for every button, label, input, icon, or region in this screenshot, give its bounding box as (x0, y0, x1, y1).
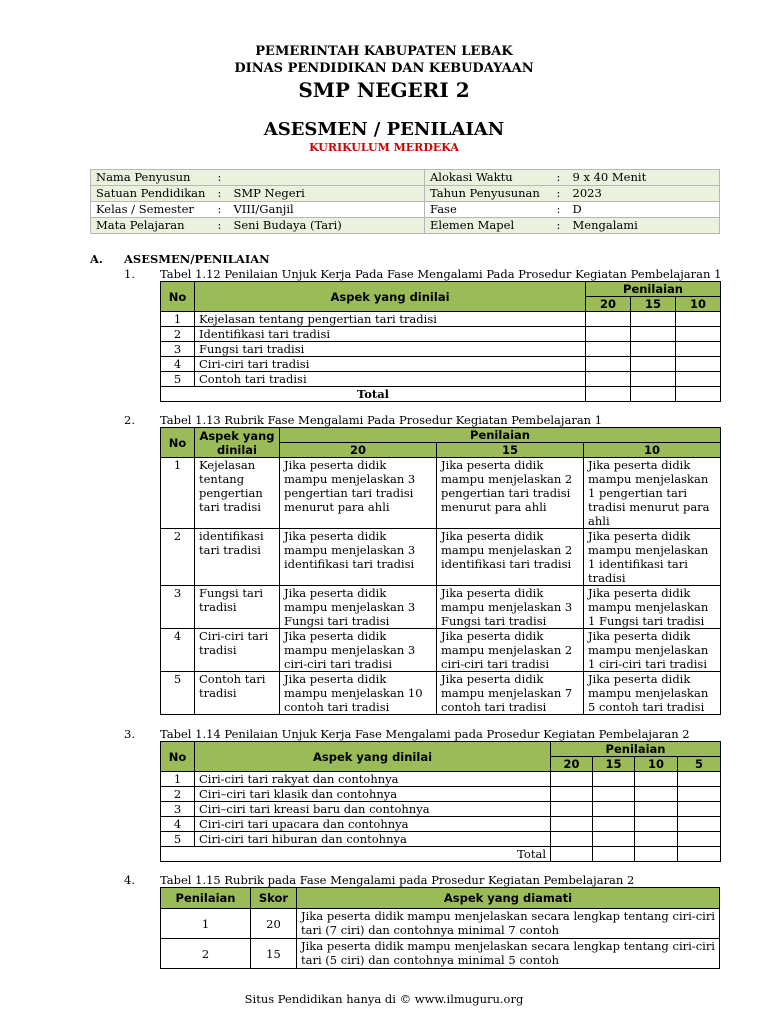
rubric-table-2 (160, 887, 720, 969)
identity-value: Mengalami (572, 218, 638, 232)
total-row: Total (161, 847, 721, 862)
document-subtitle: KURIKULUM MERDEKA (309, 141, 459, 154)
government-name: PEMERINTAH KABUPATEN LEBAK (255, 44, 513, 59)
identity-label: Kelas / Semester (96, 202, 194, 216)
table-row: 1 Ciri-ciri tari rakyat dan contohnya (161, 772, 721, 787)
table-row: 4 Ciri-ciri tari tradisi Jika peserta didik mampu menjelaskan 3 ciri-ciri tari tradisi Jika peserta didik mampu menjelaskan 2 ciri-ciri tari tradisi Jika peserta didik mampu menjelaskan 1 ciri-ciri tari tradisi (161, 629, 721, 672)
table-row: 1 20 Jika peserta didik mampu menjelaskan secara lengkap tentang ciri-ciri tari (7 ciri) dan contohnya minimal 7 contoh (161, 909, 720, 939)
identity-label: Nama Penyusun (96, 170, 191, 184)
table-row: 2 Identifikasi tari tradisi (161, 327, 721, 342)
department-name: DINAS PENDIDIKAN DAN KEBUDAYAAN (234, 61, 534, 76)
document-title: ASESMEN / PENILAIAN (263, 119, 505, 140)
table-row: 5 Ciri-ciri tari hiburan dan contohnya (161, 832, 721, 847)
header-penilaian: Penilaian (551, 742, 721, 757)
header-score: 10 (635, 757, 678, 772)
header-skor: Skor (251, 888, 297, 909)
header-score: 15 (437, 443, 584, 458)
table-row: 2 15 Jika peserta didik mampu menjelaskan secara lengkap tentang ciri-ciri tari (5 ciri) dan contohnya minimal 5 contoh (161, 939, 720, 969)
table-row: 5 Contoh tari tradisi (161, 372, 721, 387)
identity-value: VIII/Ganjil (229, 202, 425, 218)
header-aspek: Aspek yang dinilai (195, 742, 551, 772)
header-score: 5 (678, 757, 721, 772)
section-letter: A. (90, 252, 103, 266)
header-score: 15 (593, 757, 635, 772)
identity-value: SMP Negeri (229, 186, 425, 202)
header-no: No (161, 282, 195, 312)
performance-table-1 (160, 281, 721, 402)
table-row: 1 Kejelasan tentang pengertian tari tradisi Jika peserta didik mampu menjelaskan 3 pengertian tari tradisi menurut para ahli Jika peserta didik mampu menjelaskan 2 pengertian tari tradisi menurut para ahli Jika peserta didik mampu menjelaskan 1 pengertian tari tradisi menurut para ahli (161, 458, 721, 529)
header-penilaian: Penilaian (161, 888, 251, 909)
header-score: 15 (631, 297, 676, 312)
table-row: 1 Kejelasan tentang pengertian tari tradisi (161, 312, 721, 327)
identity-row: Mata Pelajaran : Seni Budaya (Tari) Elemen Mapel : Mengalami (91, 218, 720, 234)
identity-label: Tahun Penyusunan (430, 186, 540, 200)
item-number: 2. (124, 413, 135, 427)
table-caption: Tabel 1.15 Rubrik pada Fase Mengalami pada Prosedur Kegiatan Pembelajaran 2 (160, 873, 635, 887)
header-penilaian: Penilaian (586, 282, 721, 297)
header-no: No (161, 742, 195, 772)
table-row: 3 Fungsi tari tradisi Jika peserta didik mampu menjelaskan 3 Fungsi tari tradisi Jika peserta didik mampu menjelaskan 3 Fungsi tari tradisi Jika peserta didik mampu menjelaskan 1 Fungsi tari tradisi (161, 586, 721, 629)
school-name: SMP NEGERI 2 (298, 78, 470, 102)
header-no: No (161, 428, 195, 458)
identity-value: D (572, 202, 582, 216)
identity-value (229, 170, 425, 186)
header-aspek: Aspek yang diamati (297, 888, 720, 909)
performance-table-2 (160, 741, 721, 862)
identity-table (90, 169, 720, 234)
identity-label: Fase (430, 202, 457, 216)
table-caption: Tabel 1.13 Rubrik Fase Mengalami Pada Prosedur Kegiatan Pembelajaran 1 (160, 413, 603, 427)
identity-value: 2023 (572, 186, 602, 200)
header-score: 20 (280, 443, 437, 458)
identity-value: Seni Budaya (Tari) (229, 218, 425, 234)
table-row: 3 Fungsi tari tradisi (161, 342, 721, 357)
identity-row: Kelas / Semester : VIII/Ganjil Fase : D (91, 202, 720, 218)
table-caption: Tabel 1.14 Penilaian Unjuk Kerja Fase Mengalami pada Prosedur Kegiatan Pembelajaran 2 (160, 727, 690, 741)
identity-row: Nama Penyusun : Alokasi Waktu : 9 x 40 Menit (91, 170, 720, 186)
header-aspek: Aspek yang dinilai (195, 282, 586, 312)
identity-label: Mata Pelajaran (96, 218, 185, 232)
item-number: 1. (124, 267, 135, 281)
footer-credit: Situs Pendidikan hanya di © www.ilmuguru.org (244, 992, 524, 1006)
table-row: 2 Ciri–ciri tari klasik dan contohnya (161, 787, 721, 802)
identity-label: Elemen Mapel (430, 218, 515, 232)
item-number: 3. (124, 727, 135, 741)
header-penilaian: Penilaian (280, 428, 721, 443)
header-score: 10 (584, 443, 721, 458)
section-title: ASESMEN/PENILAIAN (124, 252, 270, 266)
table-caption: Tabel 1.12 Penilaian Unjuk Kerja Pada Fase Mengalami Pada Prosedur Kegiatan Pembelajaran 1 (160, 267, 722, 281)
header-aspek: Aspek yang dinilai (195, 428, 280, 458)
table-row: 3 Ciri–ciri tari kreasi baru dan contohnya (161, 802, 721, 817)
header-score: 20 (586, 297, 631, 312)
item-number: 4. (124, 873, 135, 887)
header-score: 10 (676, 297, 721, 312)
total-row: Total (161, 387, 721, 402)
identity-value: 9 x 40 Menit (572, 170, 647, 184)
identity-row: Satuan Pendidikan : SMP Negeri Tahun Penyusunan : 2023 (91, 186, 720, 202)
rubric-table-1 (160, 427, 721, 715)
table-row: 5 Contoh tari tradisi Jika peserta didik mampu menjelaskan 10 contoh tari tradisi Jika peserta didik mampu menjelaskan 7 contoh tari tradisi Jika peserta didik mampu menjelaskan 5 contoh tari tradisi (161, 672, 721, 715)
table-row: 2 identifikasi tari tradisi Jika peserta didik mampu menjelaskan 3 identifikasi tari tradisi Jika peserta didik mampu menjelaskan 2 identifikasi tari tradisi Jika peserta didik mampu menjelaskan 1 identifikasi tari tradisi (161, 529, 721, 586)
identity-label: Satuan Pendidikan (96, 186, 206, 200)
table-row: 4 Ciri-ciri tari upacara dan contohnya (161, 817, 721, 832)
identity-label: Alokasi Waktu (430, 170, 513, 184)
header-score: 20 (551, 757, 593, 772)
table-row: 4 Ciri-ciri tari tradisi (161, 357, 721, 372)
